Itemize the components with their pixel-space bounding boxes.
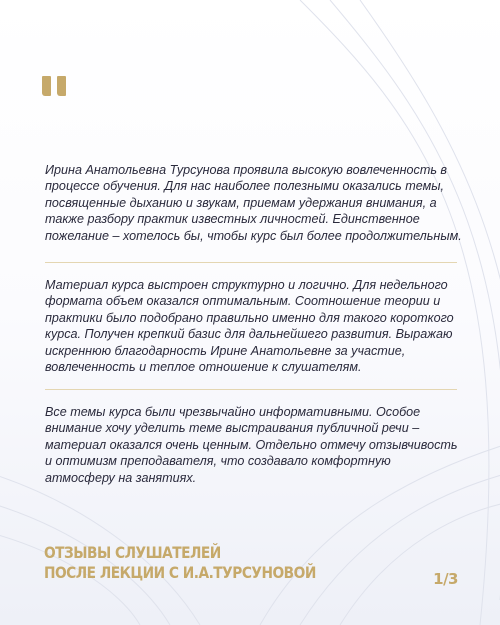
divider (45, 389, 457, 390)
card-title (44, 543, 316, 583)
review-text-3: Все темы курса были чрезвычайно информативными. Особое внимание хочу уделить теме выстраивания публичной речи – материал оказался очень ценным. Отдельно отмечу отзывчивость и оптимизм преподавателя, что создавало комфортную атмосферу на занятиях. (45, 405, 458, 485)
divider (45, 262, 457, 263)
double-quote-icon (42, 76, 66, 96)
card-title-line-1: ОТЗЫВЫ СЛУШАТЕЛЕЙ (44, 543, 221, 562)
review-text-2: Материал курса выстроен структурно и логично. Для недельного формата объем оказался оптимальным. Соотношение теории и практики было подобрано правильно именно для такого короткого курса. Получен крепкий базис для дальнейшего развития. Выражаю искреннюю благодарность Ирине Анатольевне за участие, вовлеченность и теплое отношение к слушателям. (45, 278, 454, 375)
card-title-line-2: ПОСЛЕ ЛЕКЦИИ С И.А.ТУРСУНОВОЙ (44, 563, 316, 582)
page-indicator: 1/3 (433, 570, 458, 588)
review-text-1: Ирина Анатольевна Турсунова проявила высокую вовлеченность в процессе обучения. Для нас наиболее полезными оказались темы, посвященные дыханию и звукам, приемам удержания внимания, а также разбору практик известных личностей. Единственное пожелание – хотелось бы, чтобы курс был более продолжительным. (45, 163, 462, 243)
